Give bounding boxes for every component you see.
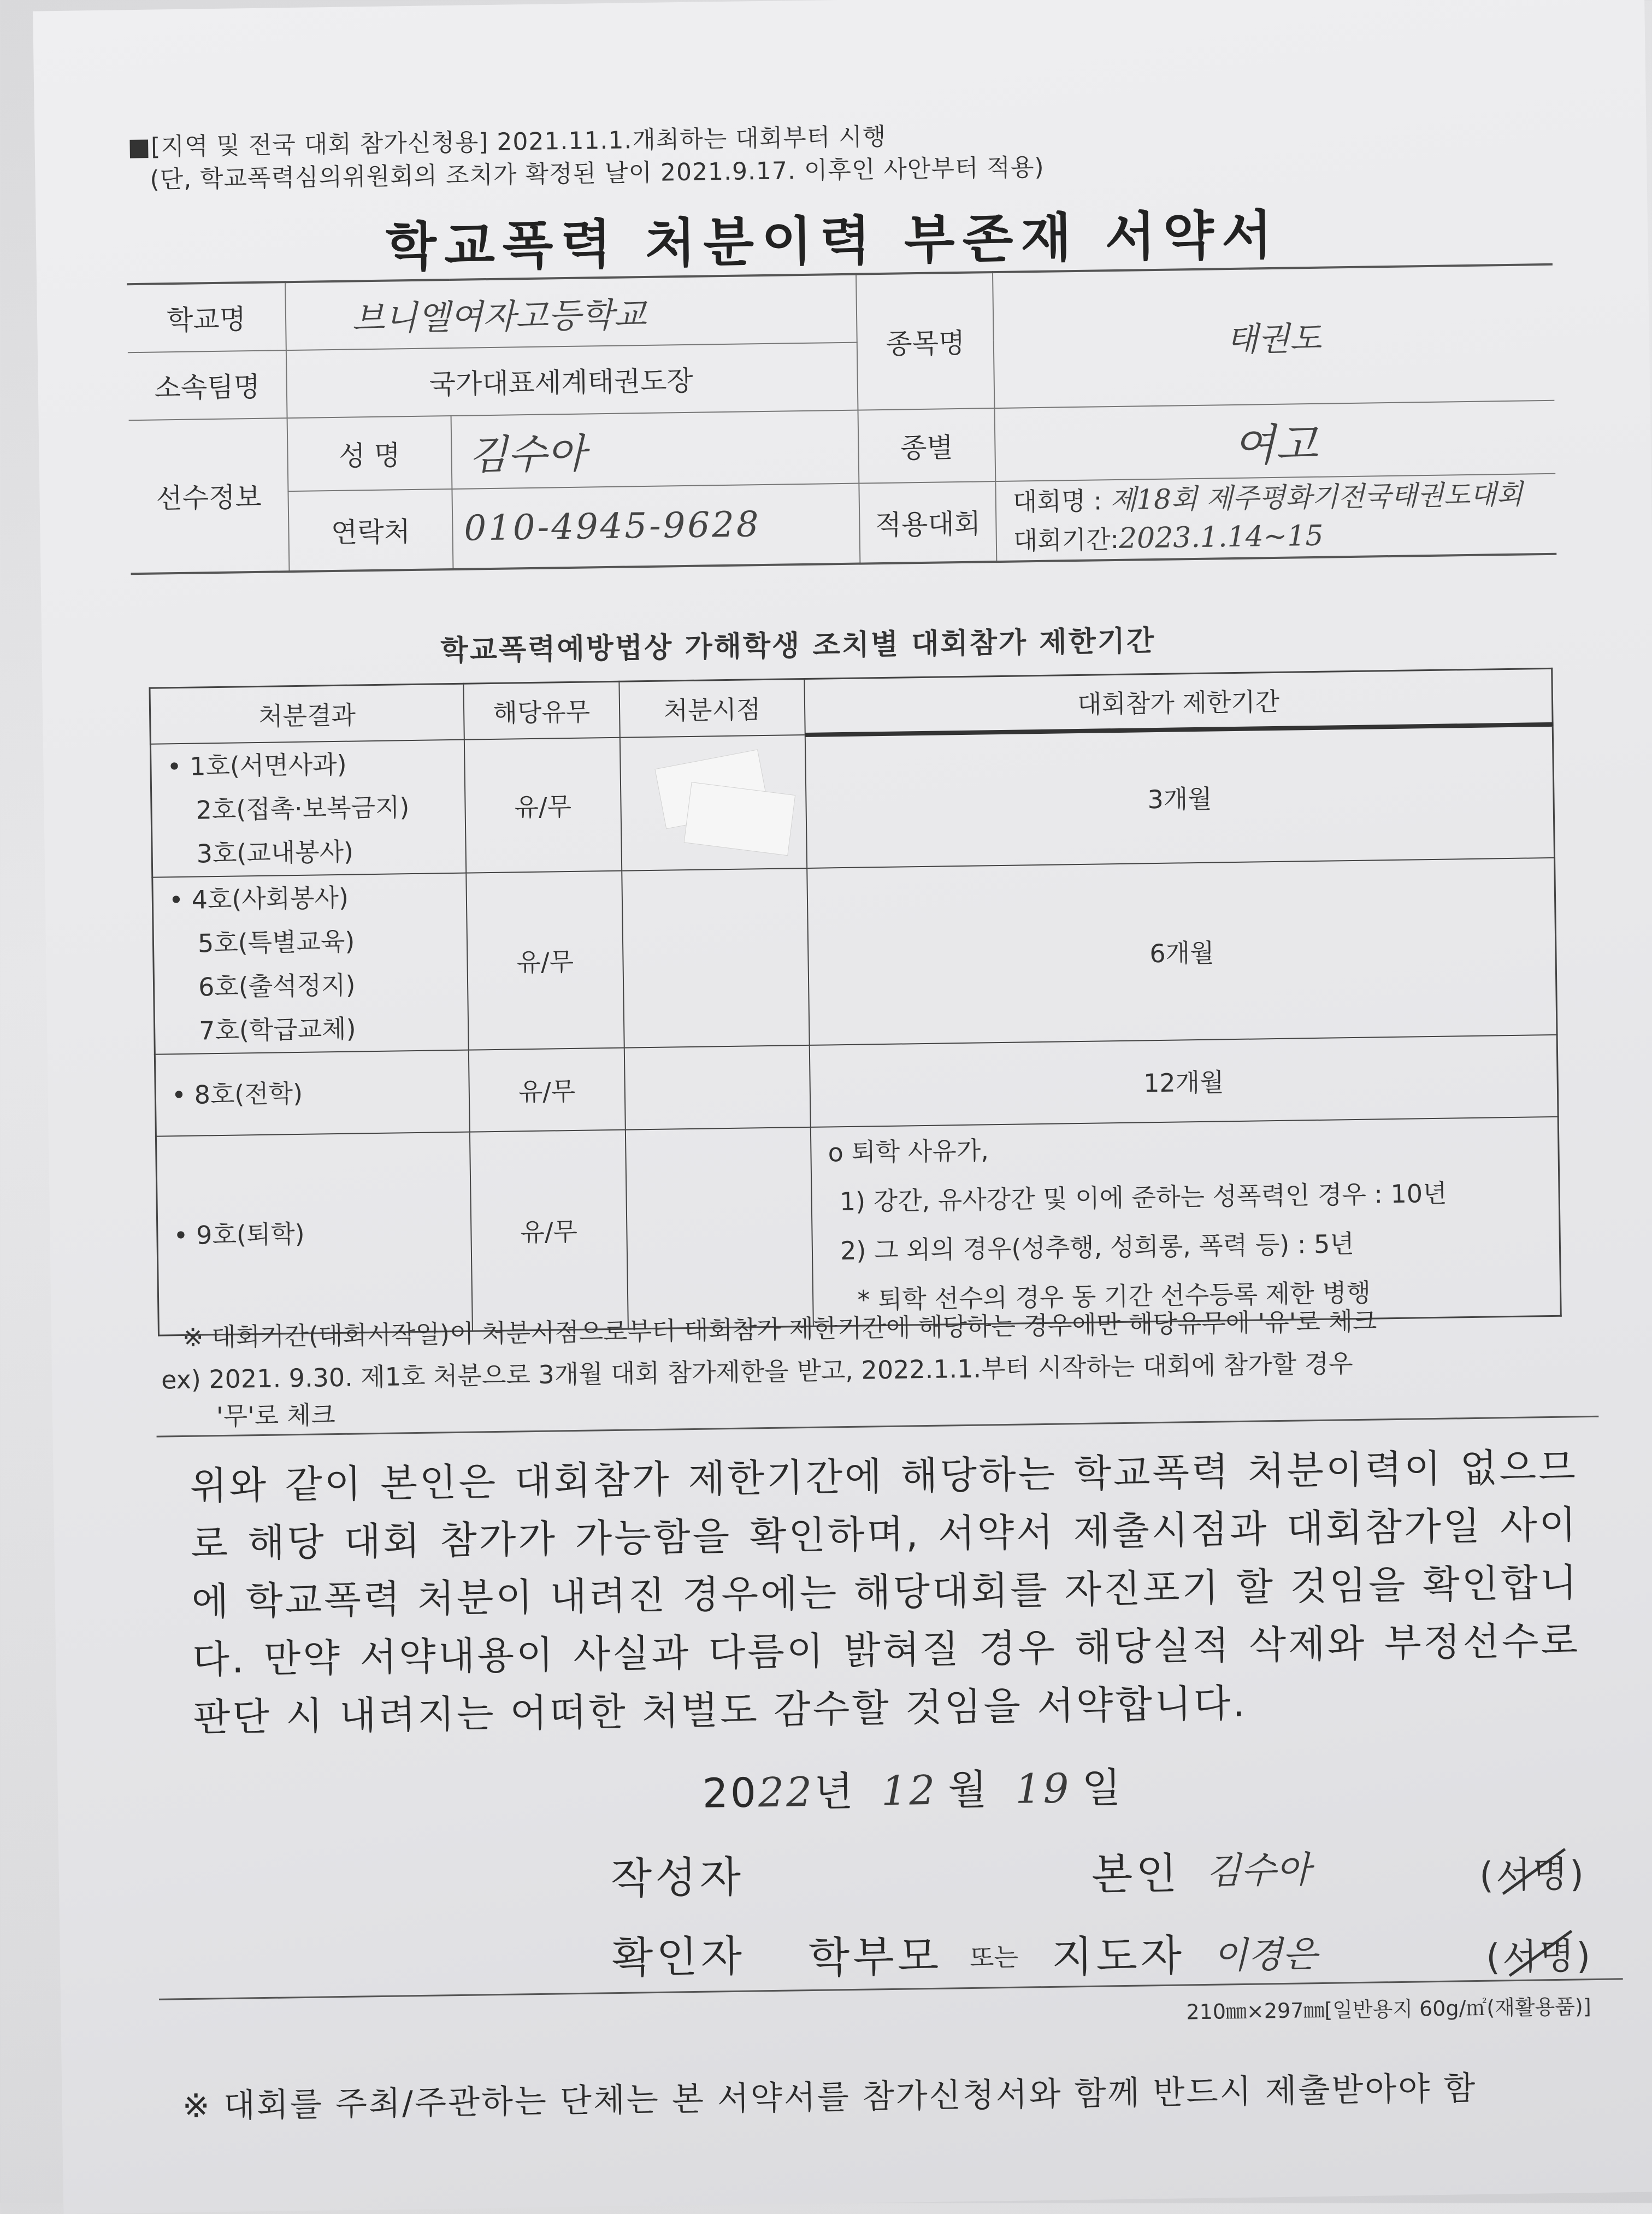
disposition-item: • 1호(서면사과) [167, 749, 347, 782]
sport-label: 종목명 [856, 272, 994, 410]
disposition-item: • 4호(사회봉사) [168, 882, 349, 915]
date-month-label: 월 [947, 1766, 990, 1814]
application-note: ■[지역 및 전국 대회 참가신청용] 2021.11.1.개최하는 대회부터 시행 [127, 122, 887, 162]
school-name-value: 브니엘여자고등학교 [285, 274, 857, 351]
date-day-hand: 19 [1014, 1765, 1072, 1813]
event-period-label: 대회기간: [1013, 524, 1119, 556]
self-label: 본인 [1091, 1849, 1181, 1900]
date-year-hand: 22 [758, 1768, 815, 1817]
footnote-check-rule: ※ 대회기간(대회시작일)이 처분시점으로부터 대회참가 제한기간에 해당하는 경우에만 해당유무에 '유'로 체크 [182, 1306, 1377, 1353]
parent-label: 학부모 [808, 1932, 942, 1983]
school-label: 학교명 [127, 282, 286, 352]
applicable-check: 유/무 [466, 871, 624, 1050]
event-name-value: 제18회 제주평화기전국태권도대회 [1110, 478, 1523, 516]
disposition-item: 2호(접촉·보복금지) [196, 792, 410, 825]
header-disposition: 처분결과 [150, 684, 464, 744]
coach-name: 이경은 [1212, 1933, 1318, 1977]
event-period-value: 2023.1.14~15 [1118, 519, 1324, 555]
self-signature: (서명) [1479, 1853, 1586, 1897]
date-year-label: 년 [813, 1768, 856, 1816]
applicable-check: 유/무 [464, 738, 622, 873]
header-disposition-date: 처분시점 [619, 679, 805, 737]
header-restriction-period: 대회참가 제한기간 [805, 668, 1553, 735]
condition-line: 1) 강간, 유사강간 및 이에 준하는 성폭력인 경우 : 10년 [839, 1178, 1447, 1217]
applicable-check: 유/무 [470, 1130, 628, 1331]
player-info-label: 선수정보 [129, 418, 290, 574]
disposition-item: 3호(교내봉사) [196, 837, 354, 869]
disposition-item: • 9호(퇴학) [173, 1218, 305, 1251]
condition-line: 2) 그 외의 경우(성추행, 성희롱, 폭력 등) : 5년 [840, 1229, 1355, 1266]
disposition-item: 6호(출석정지) [198, 970, 356, 1002]
category-label: 종별 [858, 408, 995, 483]
team-name-value: 국가대표세계태권도장 [286, 343, 858, 419]
restriction-period: 12개월 [810, 1035, 1558, 1127]
disposition-date-cell [622, 868, 810, 1048]
pledge-text: 위와 같이 본인은 대회참가 제한기간에 해당하는 학교폭력 처분이력이 없으므로 해당 대회 참가가 가능함을 확인하며, 서약서 제출시점과 대회참가일 사이에 학교폭력 처분이 내려진 경우에는 해당대회를 자진포기 할 것임을 확인합니다. 만약 서약내용이 사실과 다름이 밝혀질 경우 해당실적 삭제와 부정선수로 판단 시 내려지는 어떠한 처벌도 감수할 것임을 서약합니다. [190, 1444, 1580, 1740]
restriction-period: 6개월 [807, 858, 1557, 1045]
disposition-date-cell [624, 1045, 811, 1130]
disposition-group-4 [156, 1132, 472, 1335]
disposition-date-cell [625, 1127, 813, 1329]
disposition-item: • 8호(전학) [171, 1078, 303, 1110]
disposition-item: 5호(특별교육) [197, 926, 355, 958]
condition-line: o 퇴학 사유가, [828, 1135, 989, 1168]
restriction-subtitle: 학교폭력예방법상 가해학생 조치별 대회참가 제한기간 [440, 625, 1156, 668]
divider [157, 1416, 1599, 1438]
document-page [33, 0, 1652, 2214]
date-year-prefix: 20 [702, 1769, 759, 1817]
disposition-item: 7호(학급교체) [198, 1014, 356, 1046]
disposition-group-3 [155, 1050, 469, 1137]
author-label: 작성자 [610, 1852, 745, 1904]
sport-value: 태권도 [993, 264, 1554, 408]
expulsion-conditions [811, 1117, 1561, 1327]
disposition-date-cell [620, 735, 807, 871]
applied-event-label: 적용대회 [859, 481, 996, 563]
date-month-hand: 12 [881, 1767, 937, 1815]
date-day-label: 일 [1081, 1764, 1124, 1812]
team-label: 소속팀명 [128, 350, 287, 420]
disposition-group-1 [150, 740, 466, 878]
category-value: 여고 [994, 401, 1555, 481]
or-label: 또는 [969, 1942, 1019, 1972]
confirmer-label: 확인자 [611, 1932, 746, 1983]
document-title: 학교폭력 처분이력 부존재 서약서 [385, 204, 1281, 278]
masking-tape [683, 782, 795, 856]
footnote-example-cont: '무'로 체크 [216, 1400, 336, 1432]
player-name-value: 김수아 [451, 410, 859, 489]
footnote-example: ex) 2021. 9.30. 제1호 처분으로 3개월 대회 참가제한을 받고, 2022.1.1.부터 시작하는 대회에 참가할 경우 [161, 1349, 1353, 1395]
event-name-label: 대회명 : [1012, 486, 1102, 517]
applicable-check: 유/무 [469, 1048, 626, 1132]
event-info [995, 474, 1556, 562]
submission-note: ※ 대회를 주최/주관하는 단체는 본 서약서를 참가신청서와 함께 반드시 제출받아야 함 [182, 2069, 1477, 2126]
name-label: 성 명 [287, 416, 452, 491]
application-note-scope: (단, 학교폭력심의위원회의 조치가 확정된 날이 2021.9.17. 이후인 사안부터 적용) [150, 153, 1045, 194]
coach-label: 지도자 [1051, 1931, 1185, 1982]
player-info-table [127, 263, 1556, 575]
paper-size-note: 210㎜×297㎜[일반용지 60g/㎡(재활용품)] [1186, 1994, 1591, 2024]
disposition-group-2 [152, 873, 469, 1055]
contact-value: 010-4945-9628 [452, 484, 860, 569]
header-applicable: 해당유무 [463, 681, 620, 739]
contact-label: 연락처 [288, 489, 453, 572]
condition-line: * 퇴학 선수의 경우 동 기간 선수등록 제한 병행 [857, 1277, 1371, 1315]
coach-signature: (서명) [1485, 1935, 1593, 1979]
restriction-table [149, 668, 1561, 1336]
pledge-date [702, 1756, 1124, 1820]
self-name: 김수아 [1206, 1848, 1311, 1892]
restriction-period: 3개월 [805, 725, 1555, 868]
